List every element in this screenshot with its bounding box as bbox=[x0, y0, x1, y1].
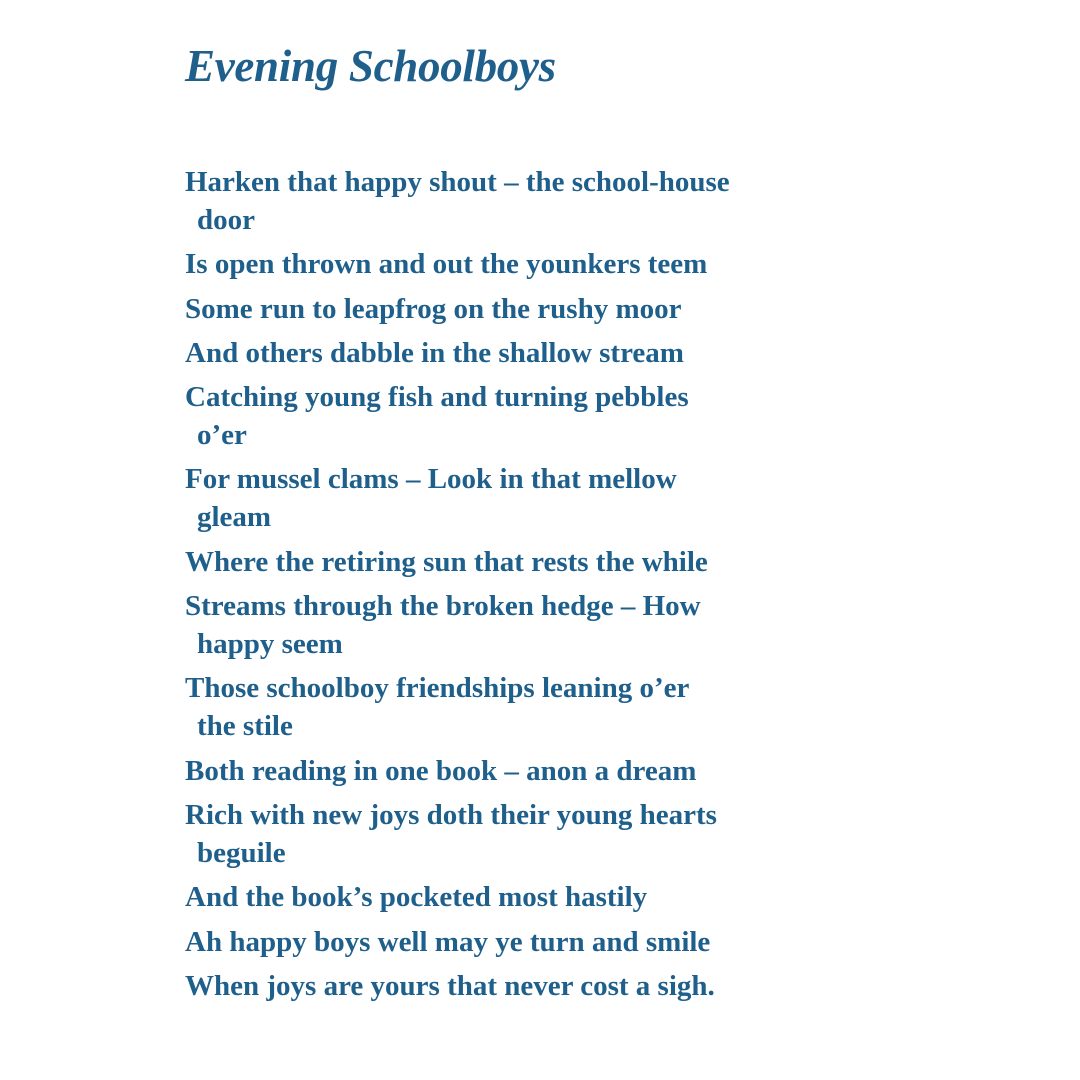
poem-line bbox=[185, 796, 835, 872]
poem-line-text: When joys are yours that never cost a sigh. bbox=[185, 969, 715, 1002]
poem-line bbox=[185, 245, 835, 283]
poem-line-continuation: beguile bbox=[197, 836, 286, 869]
poem-line-text: Catching young fish and turning pebbles bbox=[185, 381, 689, 414]
poem-page bbox=[185, 34, 835, 1011]
poem-line bbox=[185, 752, 835, 790]
poem-line-text: Those schoolboy friendships leaning o’er bbox=[185, 672, 690, 705]
poem-line-continuation: happy seem bbox=[197, 628, 343, 661]
poem-line-text: Where the retiring sun that rests the while bbox=[185, 545, 708, 578]
poem-body bbox=[185, 163, 835, 1005]
poem-line-continuation: o’er bbox=[197, 419, 247, 452]
poem-line bbox=[185, 460, 835, 536]
poem-line-text: Rich with new joys doth their young hearts bbox=[185, 798, 717, 831]
poem-line-text: Streams through the broken hedge – How bbox=[185, 590, 701, 623]
poem-line-text: Both reading in one book – anon a dream bbox=[185, 754, 697, 787]
poem-line bbox=[185, 878, 835, 916]
poem-line bbox=[185, 587, 835, 663]
poem-line bbox=[185, 669, 835, 745]
poem-line-continuation: door bbox=[197, 204, 255, 236]
poem-line bbox=[185, 543, 835, 581]
poem-line-text: And the book’s pocketed most hastily bbox=[185, 881, 648, 914]
poem-line-text: Ah happy boys well may ye turn and smile bbox=[185, 925, 711, 958]
poem-line-text: For mussel clams – Look in that mellow bbox=[185, 463, 677, 496]
poem-line bbox=[185, 923, 835, 961]
poem-line-text: And others dabble in the shallow stream bbox=[185, 336, 684, 369]
poem-line bbox=[185, 967, 835, 1005]
poem-line bbox=[185, 334, 835, 372]
poem-line-continuation: gleam bbox=[197, 501, 272, 534]
poem-line-text: Some run to leapfrog on the rushy moor bbox=[185, 292, 682, 325]
poem-line bbox=[185, 290, 835, 328]
poem-line-text: Harken that happy shout – the school-house bbox=[185, 166, 730, 198]
poem-line bbox=[185, 163, 835, 239]
poem-title: Evening Schoolboys bbox=[185, 41, 556, 91]
poem-line-continuation: the stile bbox=[197, 710, 293, 743]
poem-line-text: Is open thrown and out the younkers teem bbox=[185, 248, 708, 281]
poem-line bbox=[185, 378, 835, 454]
